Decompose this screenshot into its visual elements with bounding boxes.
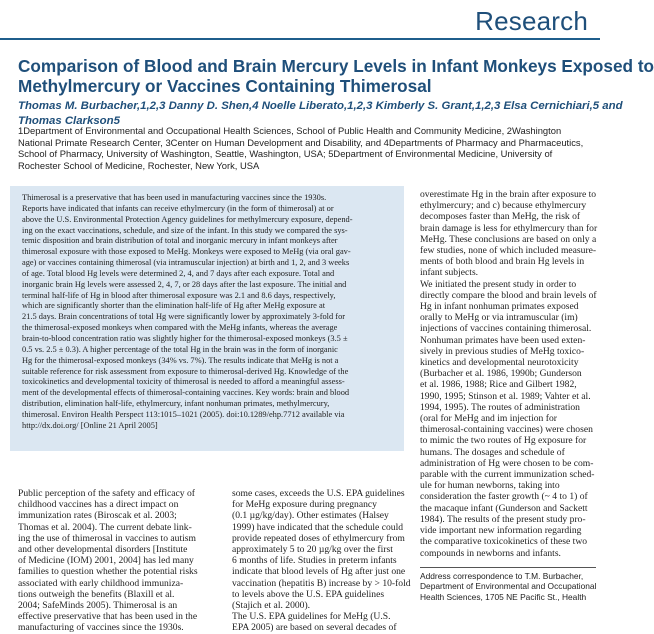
body-line: to levels above the U.S. EPA guidelines <box>232 588 385 600</box>
body-line: the macaque infant (Gunderson and Sackett <box>420 502 588 514</box>
body-line: MeHg. These conclusions are based on only a <box>420 233 597 245</box>
body-column-right <box>420 189 596 559</box>
abstract-line: of age. Total blood Hg levels were determined 2, 4, and 7 days after each exposure. Total and <box>22 268 335 278</box>
affiliation-line: National Primate Research Center, 3Center on Human Development and Disability, and 4Departments of Pharmacy and Pharmaceutics, <box>18 136 584 148</box>
body-line: ethylmercury; and c) because ethylmercury <box>420 200 587 212</box>
abstract-line: toxicokinetics and developmental toxicity of thimerosal is needed to afford a meaningful assess- <box>22 377 345 387</box>
affiliation-line: 1Department of Environmental and Occupational Health Sciences, School of Public Health and Community Medicine, 2Washington <box>18 125 562 136</box>
body-line: brain damage is less for ethylmercury than for <box>420 222 598 234</box>
body-line: immunization rates (Biroscak et al. 2003; <box>18 510 177 522</box>
abstract-line: ment of the developmental effects of thimerosal-containing vaccines. Key words: brain and blood <box>22 388 350 398</box>
abstract-line: inorganic brain Hg levels were assessed 2, 4, 7, or 28 days after the last exposure. The initial and <box>22 279 347 289</box>
body-line: 1999) have indicated that the schedule could <box>232 521 404 533</box>
body-line: the comparative toxicokinetics of these two <box>420 536 588 548</box>
body-line: vaccination (hepatitis B) increase by > 10-fold <box>232 577 411 589</box>
body-line: indicate that blood levels of Hg after just one <box>232 566 406 578</box>
abstract-line: the thimerosal-exposed monkeys when compared with the MeHg infants, whereas the average <box>22 323 338 333</box>
body-line: (0.1 µg/kg/day). Other estimates (Halsey <box>232 510 389 522</box>
abstract-line: suitable reference for risk assessment from exposure to thimerosal-derived Hg. Knowledge of the <box>22 366 349 376</box>
body-line: humans. The dosages and schedule of <box>420 446 565 458</box>
body-line: families to question whether the potential risks <box>18 566 198 578</box>
body-line: thimerosal-containing vaccines) were chosen <box>420 424 593 436</box>
abstract-line: which are significantly shorter than the elimination half-life of Hg after MeHg exposure at <box>22 301 326 311</box>
header-rule <box>0 38 600 40</box>
section-label: Research <box>475 6 588 36</box>
body-line: et al. 1986, 1988; Rice and Gilbert 1982, <box>420 379 577 391</box>
abstract-line: ing on the exact vaccinations, schedule, and size of the infant. In this study we compared the sys- <box>22 225 348 235</box>
body-column-1 <box>18 488 204 634</box>
body-line: overestimate Hg in the brain after exposure to <box>420 189 597 200</box>
title-line: Methylmercury or Vaccines Containing Thimerosal <box>18 76 432 96</box>
body-line: for MeHg exposure during pregnancy <box>232 499 377 511</box>
body-line: some cases, exceeds the U.S. EPA guidelines <box>232 488 405 499</box>
body-line: orally to MeHg or via intramuscular (im) <box>420 312 578 324</box>
body-line: consideration the faster growth (~ 4 to 1) of <box>420 491 588 503</box>
correspondence-rule <box>420 567 596 568</box>
abstract-line: terminal half-life of Hg in blood after thimerosal exposure was 2.1 and 8.6 days, respectively, <box>22 290 336 300</box>
body-line: injections of vaccines containing thimerosal. <box>420 323 592 335</box>
abstract-line: distribution, elimination half-life, ethylmercury, infant nonhuman primates, methylmercury, <box>22 399 330 409</box>
body-line: 1990, 1995; Stinson et al. 1989; Vahter et al. <box>420 390 591 402</box>
correspondence-note <box>420 571 596 602</box>
author-line: Thomas M. Burbacher,1,2,3 Danny D. Shen,4 Noelle Liberato,1,2,3 Kimberly S. Grant,1,2,3 Elsa Cernichiari,5 and <box>18 100 623 112</box>
body-line: kinetics and developmental neurotoxicity <box>420 357 579 369</box>
body-line: Hg in infant nonhuman primates exposed <box>420 301 579 313</box>
body-line: compounds in newborns and infants. <box>420 547 561 559</box>
body-line: approximately 5 to 20 µg/kg over the first <box>232 544 393 556</box>
body-line: 2004; SafeMinds 2005). Thimerosal is an <box>18 600 178 612</box>
title-line: Comparison of Blood and Brain Mercury Levels in Infant Monkeys Exposed to <box>18 56 654 76</box>
abstract-line: temic disposition and brain distribution of total and inorganic mercury in infant monkeys after <box>22 236 338 246</box>
body-line: provide repeated doses of ethylmercury from <box>232 532 405 544</box>
body-line: effective preservative that has been used in the <box>18 611 198 623</box>
body-line: Public perception of the safety and efficacy of <box>18 488 195 499</box>
abstract-line: Thimerosal is a preservative that has been used in manufacturing vaccines since the 1930s. <box>22 193 327 202</box>
abstract-line: thimerosal. Environ Health Perspect 113:1015–1021 (2005). doi:10.1289/ehp.7712 available via <box>22 409 345 419</box>
body-line: Nonhuman primates have been used exten- <box>420 334 586 346</box>
article-title <box>18 56 654 96</box>
body-line: ule for human newborns, taking into <box>420 480 560 492</box>
body-line: and other developmental disorders [Institute <box>18 544 188 556</box>
abstract-line: above the U.S. Environmental Protection Agency guidelines for methylmercury exposure, depend- <box>22 214 353 224</box>
body-line: (oral for MeHg and im injection for <box>420 413 557 425</box>
affiliation-line: School of Pharmacy, University of Washington, Seattle, Washington, USA; 5Department of Environmental Medicine, University of <box>18 148 553 160</box>
body-line: sively in previous studies of MeHg toxico- <box>420 345 585 357</box>
body-line: administration of Hg were chosen to be com- <box>420 457 594 469</box>
correspondence-line: Department of Environmental and Occupational <box>420 581 597 592</box>
correspondence-line: Address correspondence to T.M. Burbacher, <box>420 571 584 581</box>
body-line: decomposes faster than MeHg, the risk of <box>420 211 581 223</box>
body-line: directly compare the blood and brain levels of <box>420 289 597 301</box>
body-line: associated with early childhood immuniza- <box>18 577 184 589</box>
affiliation-line: Rochester School of Medicine, Rochester, New York, USA <box>18 159 260 171</box>
body-line: 1984). The results of the present study pro- <box>420 513 586 525</box>
body-line: EPA 2005) are based on several decades of <box>232 622 397 634</box>
abstract-line: brain-to-blood concentration ratio was slightly higher for the thimerosal-exposed monkeys (3.5 ± <box>22 333 348 343</box>
body-line: vide important new information regarding <box>420 525 582 537</box>
body-line: 1994, 1995). The routes of administration <box>420 401 580 413</box>
body-line: 6 months of life. Studies in preterm infants <box>232 555 397 567</box>
body-column-2 <box>232 488 415 634</box>
abstract-line: http://dx.doi.org/ [Online 21 April 2005] <box>22 420 158 430</box>
body-line: of Medicine (IOM) 2001, 2004] has led many <box>18 555 194 567</box>
abstract-line: 21.5 days. Brain concentrations of total Hg were significantly lower by approximately 3-fold for <box>22 312 346 322</box>
abstract-line: Reports have indicated that infants can receive ethylmercury (in the form of thimerosal) at or <box>22 203 334 213</box>
body-line: parable with the current immunization sched- <box>420 469 595 481</box>
body-line: childhood vaccines has a direct impact on <box>18 499 179 511</box>
body-line: few studies, none of which included measure- <box>420 245 597 257</box>
body-line: The U.S. EPA guidelines for MeHg (U.S. <box>232 611 391 623</box>
correspondence-line: Health Sciences, 1705 NE Pacific St., Health <box>420 591 587 602</box>
body-line: ing the use of thimerosal in vaccines to autism <box>18 532 196 544</box>
author-line: Thomas Clarkson5 <box>18 115 120 127</box>
body-line: ments of both blood and brain Hg levels in <box>420 256 585 268</box>
body-line: manufacturing of vaccines since the 1930s. <box>18 622 184 634</box>
abstract-line: Hg for the thimerosal-exposed monkeys (34% vs. 7%). The results indicate that MeHg is not a <box>22 355 339 365</box>
body-line: (Burbacher et al. 1986, 1990b; Gunderson <box>420 368 582 380</box>
abstract-line: 0.5 vs. 2.5 ± 0.3). A higher percentage of the total Hg in the brain was in the form of inorganic <box>22 344 338 354</box>
affiliations <box>18 125 593 171</box>
body-line: tions outweigh the benefits (Blaxill et al. <box>18 588 175 600</box>
abstract-line: age) or vaccines containing thimerosal (via intramuscular injection) at birth and 1, 2, and 3 weeks <box>22 258 350 268</box>
body-line: We initiated the present study in order to <box>420 278 577 290</box>
body-line: Thomas et al. 2004). The current debate link- <box>18 521 192 533</box>
abstract-box <box>10 186 404 451</box>
body-line: infant subjects. <box>420 267 479 279</box>
abstract-line: thimerosal exposure with those exposed to MeHg. Monkeys were exposed to MeHg (via oral gav- <box>22 247 351 257</box>
body-line: to mimic the two routes of Hg exposure for <box>420 435 587 447</box>
body-line: (Stajich et al. 2000). <box>232 600 311 612</box>
